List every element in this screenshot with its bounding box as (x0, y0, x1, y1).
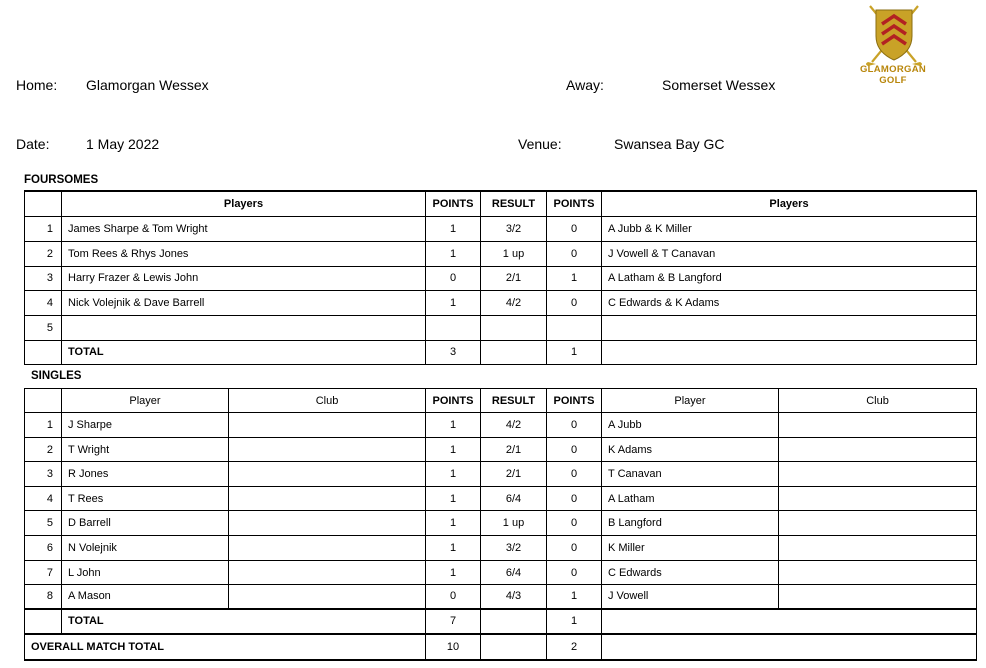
logo-text: GLAMORGAN GOLF (859, 64, 927, 86)
away-value: Somerset Wessex (662, 77, 776, 93)
table-row (25, 462, 977, 487)
col-points-away: POINTS (547, 389, 602, 413)
table-row (25, 241, 977, 266)
result: 2/1 (481, 438, 547, 462)
overall-away-points: 2 (547, 634, 602, 660)
away-club (779, 561, 977, 585)
row-number: 5 (25, 511, 62, 536)
foursomes-header-row (25, 191, 977, 216)
result: 2/1 (481, 266, 547, 290)
away-club (779, 462, 977, 487)
home-points: 1 (426, 511, 481, 536)
away-club (779, 438, 977, 462)
total-away-points: 1 (547, 609, 602, 634)
col-player-away: Player (602, 389, 779, 413)
away-label: Away: (566, 77, 604, 93)
overall-total-row (25, 634, 977, 660)
away-points: 1 (547, 585, 602, 609)
home-club (229, 511, 426, 536)
col-player-home: Player (62, 389, 229, 413)
away-points: 0 (547, 561, 602, 585)
home-points: 1 (426, 462, 481, 487)
total-label: TOTAL (62, 609, 426, 634)
total-home-points: 3 (426, 340, 481, 364)
home-points: 1 (426, 216, 481, 241)
row-number: 5 (25, 315, 62, 340)
overall-home-points: 10 (426, 634, 481, 660)
home-points (426, 315, 481, 340)
away-player: C Edwards (602, 561, 779, 585)
away-points: 0 (547, 462, 602, 487)
result: 6/4 (481, 561, 547, 585)
result (481, 315, 547, 340)
singles-table (24, 388, 977, 661)
away-points (547, 315, 602, 340)
table-row (25, 266, 977, 290)
home-player: N Volejnik (62, 536, 229, 561)
col-players-home: Players (62, 191, 426, 216)
away-player: T Canavan (602, 462, 779, 487)
date-value: 1 May 2022 (86, 136, 160, 152)
row-number: 4 (25, 290, 62, 315)
result: 3/2 (481, 536, 547, 561)
row-number: 8 (25, 585, 62, 609)
away-player: A Jubb (602, 413, 779, 438)
home-club (229, 487, 426, 511)
away-players: A Jubb & K Miller (602, 216, 977, 241)
home-club (229, 462, 426, 487)
table-row (25, 216, 977, 241)
away-player: J Vowell (602, 585, 779, 609)
home-club (229, 585, 426, 609)
away-player: A Latham (602, 487, 779, 511)
col-points-home: POINTS (426, 389, 481, 413)
home-player: D Barrell (62, 511, 229, 536)
away-player: K Miller (602, 536, 779, 561)
home-players (62, 315, 426, 340)
away-player: B Langford (602, 511, 779, 536)
result: 2/1 (481, 462, 547, 487)
result: 1 up (481, 511, 547, 536)
total-home-points: 7 (426, 609, 481, 634)
home-points: 0 (426, 585, 481, 609)
col-result: RESULT (481, 191, 547, 216)
home-player: T Wright (62, 438, 229, 462)
away-players: A Latham & B Langford (602, 266, 977, 290)
singles-header-row (25, 389, 977, 413)
away-points: 0 (547, 216, 602, 241)
home-points: 1 (426, 241, 481, 266)
home-points: 1 (426, 536, 481, 561)
away-points: 0 (547, 536, 602, 561)
away-points: 0 (547, 511, 602, 536)
foursomes-table (24, 190, 977, 365)
row-number: 7 (25, 561, 62, 585)
col-club-home: Club (229, 389, 426, 413)
away-players (602, 315, 977, 340)
home-points: 1 (426, 561, 481, 585)
col-points-home: POINTS (426, 191, 481, 216)
table-row (25, 315, 977, 340)
result: 6/4 (481, 487, 547, 511)
row-number: 4 (25, 487, 62, 511)
total-label: TOTAL (62, 340, 426, 364)
result: 4/2 (481, 290, 547, 315)
row-number: 2 (25, 241, 62, 266)
away-points: 0 (547, 241, 602, 266)
away-club (779, 511, 977, 536)
home-player: R Jones (62, 462, 229, 487)
col-points-away: POINTS (547, 191, 602, 216)
away-club (779, 536, 977, 561)
venue-value: Swansea Bay GC (614, 136, 725, 152)
away-players: C Edwards & K Adams (602, 290, 977, 315)
table-row (25, 290, 977, 315)
home-club (229, 536, 426, 561)
home-points: 0 (426, 266, 481, 290)
home-players: Tom Rees & Rhys Jones (62, 241, 426, 266)
result: 1 up (481, 241, 547, 266)
foursomes-title: FOURSOMES (24, 174, 99, 186)
away-points: 1 (547, 266, 602, 290)
home-club (229, 561, 426, 585)
home-label: Home: (16, 77, 58, 93)
row-number: 1 (25, 413, 62, 438)
row-number: 2 (25, 438, 62, 462)
venue-label: Venue: (518, 136, 562, 152)
away-players: J Vowell & T Canavan (602, 241, 977, 266)
singles-total-row (25, 609, 977, 634)
table-row (25, 487, 977, 511)
table-row (25, 536, 977, 561)
away-club (779, 413, 977, 438)
col-club-away: Club (779, 389, 977, 413)
home-points: 1 (426, 487, 481, 511)
overall-label: OVERALL MATCH TOTAL (25, 634, 426, 660)
home-club (229, 413, 426, 438)
home-player: T Rees (62, 487, 229, 511)
result: 4/2 (481, 413, 547, 438)
away-points: 0 (547, 413, 602, 438)
home-points: 1 (426, 438, 481, 462)
col-players-away: Players (602, 191, 977, 216)
away-club (779, 487, 977, 511)
table-row (25, 511, 977, 536)
home-value: Glamorgan Wessex (86, 77, 209, 93)
result: 4/3 (481, 585, 547, 609)
home-players: Harry Frazer & Lewis John (62, 266, 426, 290)
home-players: Nick Volejnik & Dave Barrell (62, 290, 426, 315)
home-points: 1 (426, 413, 481, 438)
foursomes-total-row (25, 340, 977, 364)
row-number: 3 (25, 266, 62, 290)
result: 3/2 (481, 216, 547, 241)
home-points: 1 (426, 290, 481, 315)
away-points: 0 (547, 487, 602, 511)
col-result: RESULT (481, 389, 547, 413)
table-row (25, 561, 977, 585)
table-row (25, 413, 977, 438)
row-number: 1 (25, 216, 62, 241)
away-points: 0 (547, 438, 602, 462)
home-player: J Sharpe (62, 413, 229, 438)
table-row (25, 585, 977, 609)
home-player: A Mason (62, 585, 229, 609)
total-away-points: 1 (547, 340, 602, 364)
home-club (229, 438, 426, 462)
singles-title: SINGLES (31, 370, 82, 382)
date-label: Date: (16, 136, 50, 152)
away-player: K Adams (602, 438, 779, 462)
row-number: 3 (25, 462, 62, 487)
home-players: James Sharpe & Tom Wright (62, 216, 426, 241)
home-player: L John (62, 561, 229, 585)
row-number: 6 (25, 536, 62, 561)
away-points: 0 (547, 290, 602, 315)
away-club (779, 585, 977, 609)
table-row (25, 438, 977, 462)
